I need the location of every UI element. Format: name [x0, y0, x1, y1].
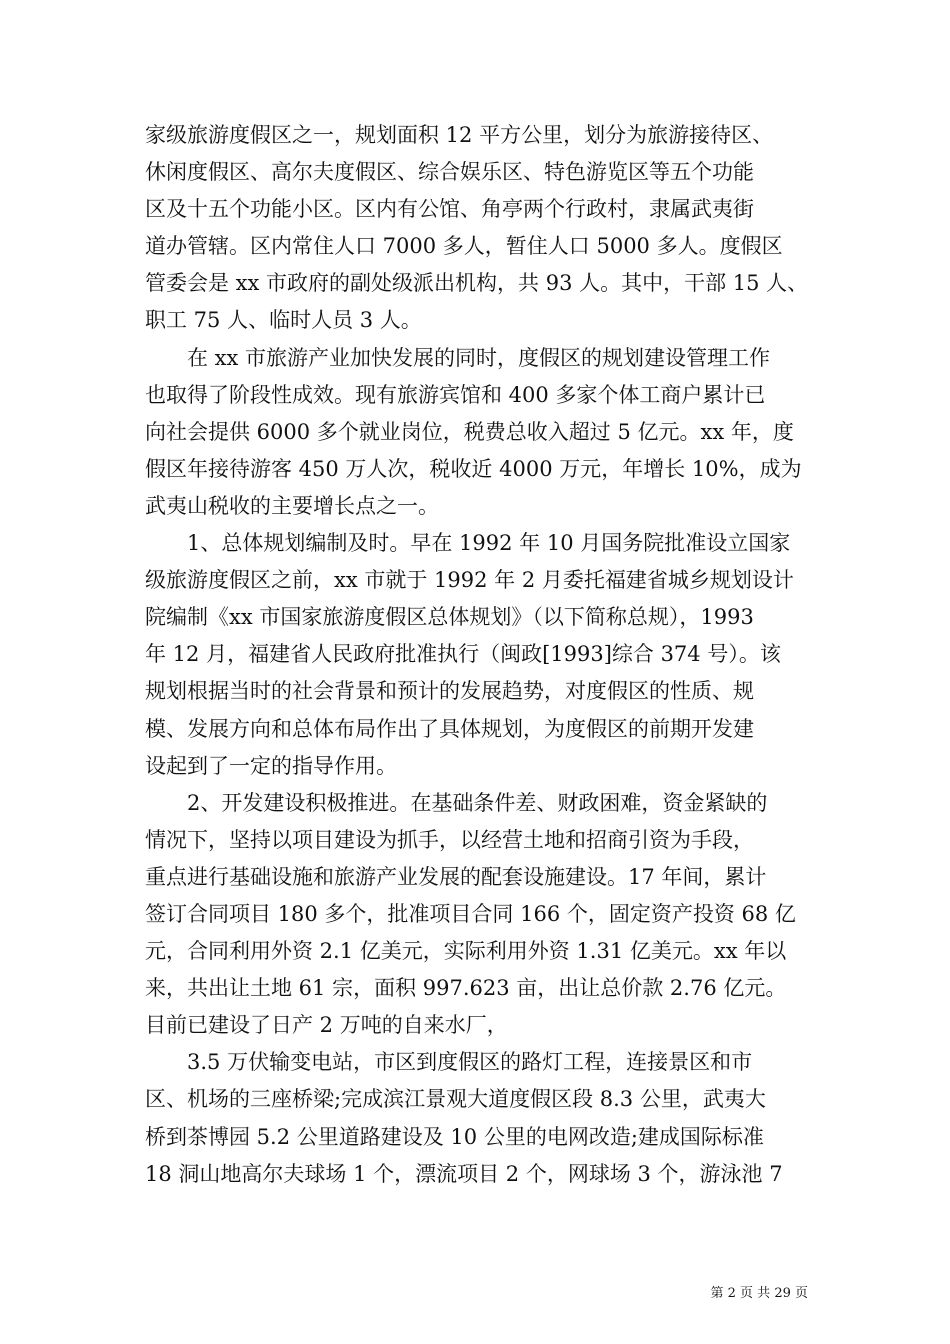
text-line: 重点进行基础设施和旅游产业发展的配套设施建设。17 年间，累计: [145, 864, 767, 889]
text-line: 也取得了阶段性成效。现有旅游宾馆和 400 多家个体工商户累计已: [145, 382, 766, 407]
text-line: 设起到了一定的指导作用。: [145, 753, 397, 778]
text-line: 区、机场的三座桥梁;完成滨江景观大道度假区段 8.3 公里，武夷大: [145, 1087, 766, 1112]
text-line: 1、总体规划编制及时。早在 1992 年 10 月国务院批准设立国家: [145, 531, 791, 556]
text-line: 情况下，坚持以项目建设为抓手，以经营土地和招商引资为手段，: [145, 827, 754, 852]
text-line: 桥到茶博园 5.2 公里道路建设及 10 公里的电网改造;建成国际标准: [145, 1124, 764, 1149]
text-line: 元，合同利用外资 2.1 亿美元，实际利用外资 1.31 亿美元。xx 年以: [145, 939, 787, 964]
text-line: 休闲度假区、高尔夫度假区、综合娱乐区、特色游览区等五个功能: [145, 160, 754, 185]
text-line: 在 xx 市旅游产业加快发展的同时，度假区的规划建设管理工作: [145, 345, 771, 370]
page-number: 第 2 页 共 29 页: [710, 1286, 808, 1301]
text-line: 规划根据当时的社会背景和预计的发展趋势，对度假区的性质、规: [145, 679, 754, 704]
text-line: 来，共出让土地 61 宗，面积 997.623 亩，出让总价款 2.76 亿元。: [145, 976, 787, 1001]
text-line: 区及十五个功能小区。区内有公馆、角亭两个行政村，隶属武夷街: [145, 197, 754, 222]
text-line: 18 洞山地高尔夫球场 1 个，漂流项目 2 个，网球场 3 个，游泳池 7: [145, 1161, 783, 1186]
text-line: 向社会提供 6000 多个就业岗位，税费总收入超过 5 亿元。xx 年，度: [145, 419, 794, 444]
text-line: 院编制《xx 市国家旅游度假区总体规划》（以下简称总规），1993: [145, 605, 754, 630]
text-line: 模、发展方向和总体布局作出了具体规划，为度假区的前期开发建: [145, 716, 754, 741]
document-body: [145, 117, 809, 1193]
text-line: 2、开发建设积极推进。在基础条件差、财政困难，资金紧缺的: [145, 790, 768, 815]
text-line: 假区年接待游客 450 万人次，税收近 4000 万元，年增长 10%，成为: [145, 456, 802, 481]
text-line: 职工 75 人、临时人员 3 人。: [145, 308, 422, 333]
text-line: 道办管辖。区内常住人口 7000 多人，暂住人口 5000 多人。度假区: [145, 234, 783, 259]
text-line: 目前已建设了日产 2 万吨的自来水厂，: [145, 1013, 508, 1038]
text-line: 家级旅游度假区之一，规划面积 12 平方公里，划分为旅游接待区、: [145, 123, 774, 147]
text-line: 年 12 月，福建省人民政府批准执行（闽政[1993]综合 374 号）。该: [145, 642, 781, 667]
text-line: 签订合同项目 180 多个，批准项目合同 166 个，固定资产投资 68 亿: [145, 901, 796, 926]
text-line: 管委会是 xx 市政府的副处级派出机构，共 93 人。其中，干部 15 人、: [145, 271, 809, 296]
text-line: 武夷山税收的主要增长点之一。: [145, 493, 439, 518]
text-line: 3.5 万伏输变电站，市区到度假区的路灯工程，连接景区和市: [145, 1050, 753, 1075]
text-line: 级旅游度假区之前，xx 市就于 1992 年 2 月委托福建省城乡规划设计: [145, 568, 794, 593]
